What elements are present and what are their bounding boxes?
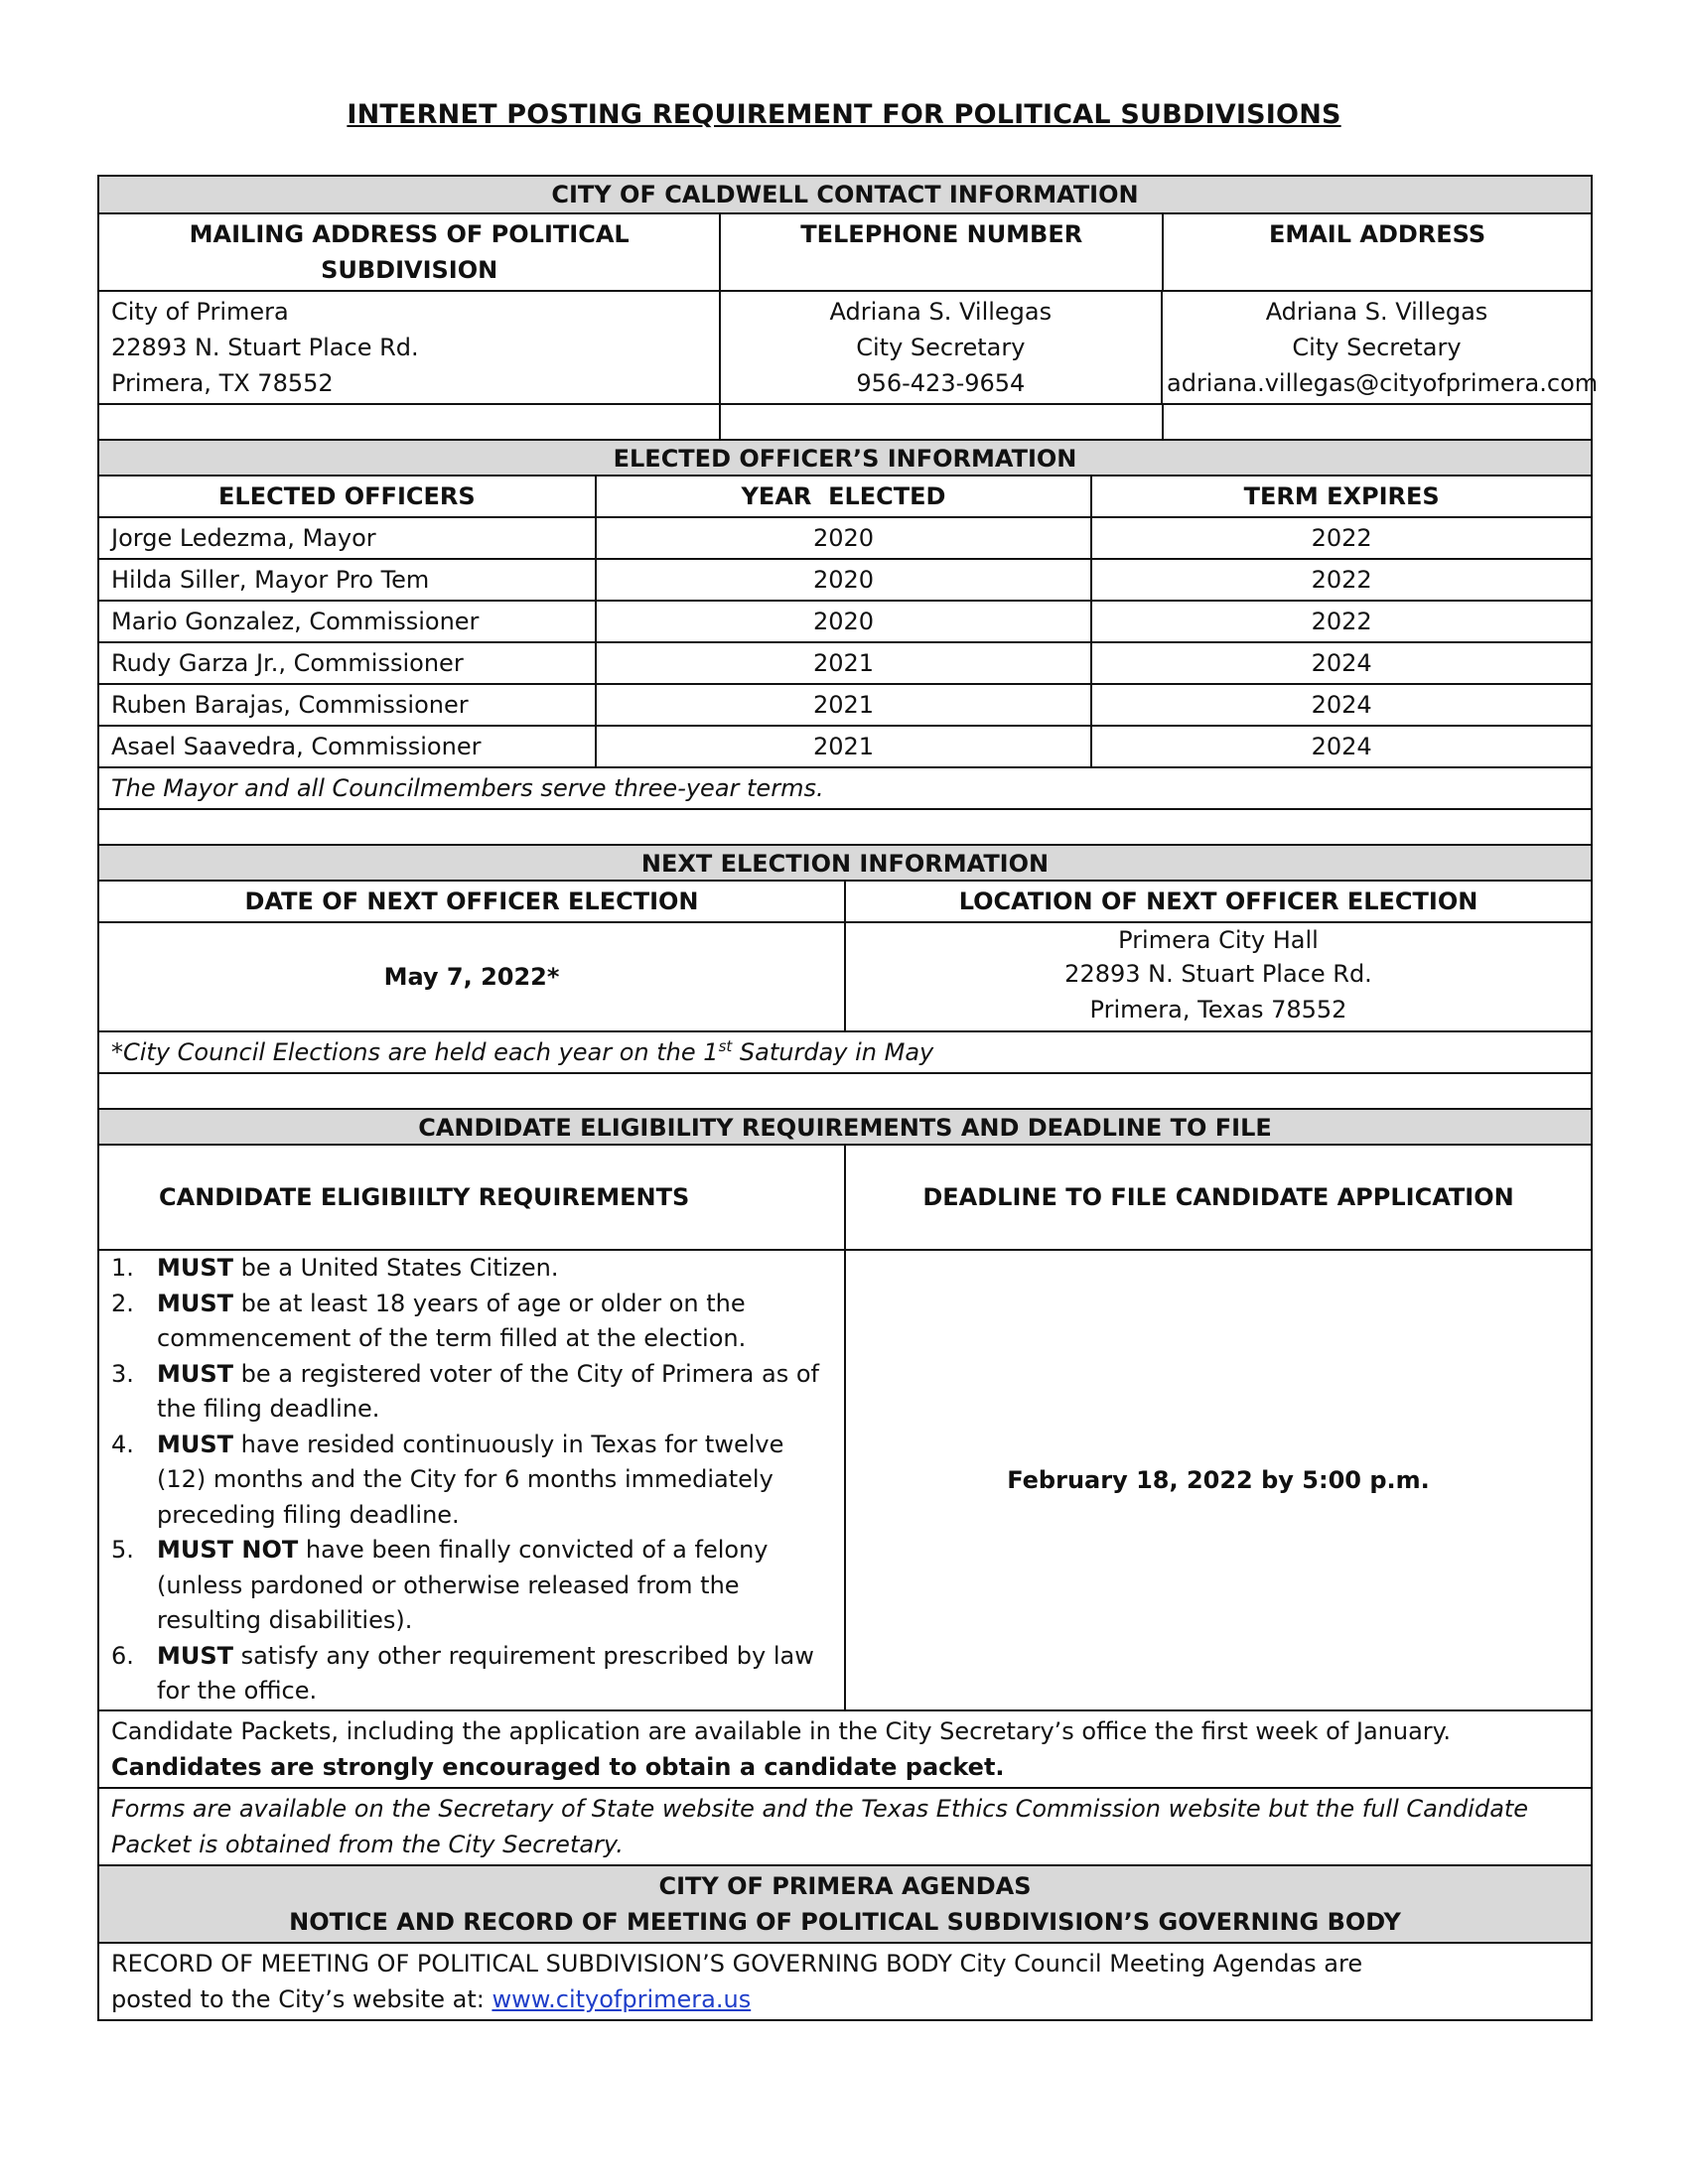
telephone-line: Adriana S. Villegas [829,298,1053,326]
req-bold: MUST [157,1289,234,1317]
req-rest: satisfy any other requirement prescribed by law for the office. [157,1641,814,1705]
election-date: May 7, 2022* [383,963,560,991]
location-line: Primera City Hall [1118,926,1319,954]
req-bold: MUST [157,1359,234,1388]
election-date-header: DATE OF NEXT OFFICER ELECTION [244,887,699,915]
requirements-list [111,1251,832,1709]
election-note-row [99,1030,1591,1072]
officer-name: Hilda Siller, Mayor Pro Tem [111,566,430,594]
req-number: 5. [111,1536,134,1564]
req-bold: MUST [157,1641,234,1670]
officer-term: 2022 [1090,602,1591,641]
officer-name: Jorge Ledezma, Mayor [111,524,376,552]
election-note [99,1032,1591,1072]
election-values-row [99,921,1591,1030]
req-number: 2. [111,1289,134,1317]
election-blank-row [99,1072,1591,1108]
email-line: City Secretary [1292,334,1462,361]
officer-year: 2021 [595,643,1091,683]
list-item [111,1428,832,1534]
blank-cell [1162,405,1591,439]
officer-year: 2020 [595,518,1091,558]
req-rest: be a registered voter of the City of Primera as of the filing deadline. [157,1359,819,1423]
packet-note-row [99,1709,1591,1787]
election-band-row [99,844,1591,880]
election-header-row [99,880,1591,921]
eligibility-header-row [99,1144,1591,1249]
table-row [99,683,1591,725]
table-row [99,641,1591,683]
req-bold: MUST [157,1254,234,1282]
mailing-address [99,292,719,403]
officer-term: 2024 [1090,643,1591,683]
posting-table [97,175,1599,2021]
telephone-info [719,292,1161,403]
req-number: 3. [111,1359,134,1388]
requirements-header: CANDIDATE ELIGIBIILTY REQUIREMENTS [159,1183,690,1211]
list-item [111,1287,832,1357]
table-row [99,600,1591,641]
table-row [99,516,1591,558]
officer-name: Ruben Barajas, Commissioner [111,691,469,719]
table-row [99,558,1591,600]
list-item [111,1639,832,1709]
city-website-link[interactable]: www.cityofprimera.us [492,1984,752,2013]
deadline-header: DEADLINE TO FILE CANDIDATE APPLICATION [844,1146,1591,1249]
agendas-band-subtitle: NOTICE AND RECORD OF MEETING OF POLITICAL SUBDIVISION’S GOVERNING BODY [289,1907,1401,1936]
election-date-cell [99,923,844,1030]
election-location [844,923,1591,1030]
location-line: 22893 N. Stuart Place Rd. [1064,960,1372,988]
req-bold: MUST [157,1430,234,1458]
deadline-cell [844,1251,1591,1709]
telephone-number: 956-423-9654 [856,369,1026,397]
officer-year: 2020 [595,560,1091,600]
agendas-line: RECORD OF MEETING OF POLITICAL SUBDIVISION’S GOVERNING BODY City Council Meeting Agendas are [111,1949,1363,1978]
telephone-line: City Secretary [856,334,1026,361]
packet-note: Candidate Packets, including the application are available in the City Secretary’s office the first week of January. [111,1716,1452,1745]
officer-term: 2024 [1090,727,1591,766]
blank-cell [99,405,719,439]
officer-year: 2020 [595,602,1091,641]
officers-note-row [99,766,1591,808]
agendas-line [111,1981,1579,2017]
election-location-header: LOCATION OF NEXT OFFICER ELECTION [844,882,1591,921]
officer-name: Mario Gonzalez, Commissioner [111,608,480,635]
list-item [111,1533,832,1639]
eligibility-values-row [99,1249,1591,1709]
officers-name-header: ELECTED OFFICERS [218,482,476,510]
req-text [157,1251,558,1287]
officer-term: 2022 [1090,560,1591,600]
officers-year-header: YEAR ELECTED [595,477,1091,516]
contact-band: CITY OF CALDWELL CONTACT INFORMATION [99,177,1591,212]
eligibility-band-row [99,1108,1591,1144]
req-rest: be at least 18 years of age or older on the commencement of the term filled at the election. [157,1289,747,1352]
list-item [111,1357,832,1428]
list-item [111,1251,832,1287]
officer-name: Rudy Garza Jr., Commissioner [111,649,464,677]
email-header: EMAIL ADDRESS [1162,214,1591,290]
blank-cell [99,810,1591,844]
contact-blank-row [99,403,1591,439]
agendas-text-row [99,1942,1591,2019]
agendas-link-prefix: posted to the City’s website at: [111,1984,492,2013]
election-note-sup: st [718,1037,733,1055]
agendas-band [99,1866,1591,1942]
contact-band-row [99,177,1591,212]
mailing-line: City of Primera [111,298,289,326]
req-number: 4. [111,1430,134,1458]
requirements-list-cell [99,1251,844,1709]
location-line: Primera, Texas 78552 [1089,996,1347,1024]
req-text [157,1533,832,1639]
req-text [157,1428,832,1534]
officers-blank-row [99,808,1591,844]
blank-cell [719,405,1162,439]
email-line: Adriana S. Villegas [1265,298,1488,326]
req-bold: MUST NOT [157,1536,299,1564]
officers-band: ELECTED OFFICER’S INFORMATION [99,441,1591,475]
mailing-line: Primera, TX 78552 [111,369,334,397]
mailing-line: 22893 N. Stuart Place Rd. [111,334,419,361]
election-note-text: *City Council Elections are held each year on the 1 [111,1038,719,1066]
forms-note-row [99,1787,1591,1864]
officer-year: 2021 [595,685,1091,725]
mailing-header: MAILING ADDRESS OF POLITICAL SUBDIVISION [189,220,630,284]
agendas-band-title: CITY OF PRIMERA AGENDAS [658,1871,1032,1900]
eligibility-band: CANDIDATE ELIGIBILITY REQUIREMENTS AND DEADLINE TO FILE [99,1110,1591,1144]
terms-note: The Mayor and all Councilmembers serve three-year terms. [111,774,824,802]
req-text [157,1357,832,1428]
req-rest: have resided continuously in Texas for twelve (12) months and the City for 6 months immediately preceding filing deadline. [157,1430,784,1529]
telephone-header: TELEPHONE NUMBER [719,214,1162,290]
contact-header-row [99,212,1591,290]
agendas-text [99,1944,1591,2019]
deadline-date: February 18, 2022 by 5:00 p.m. [1007,1465,1430,1494]
page-title: INTERNET POSTING REQUIREMENT FOR POLITICAL SUBDIVISIONS [347,99,1341,130]
officer-term: 2024 [1090,685,1591,725]
agendas-band-row [99,1864,1591,1942]
packet-note-cell [99,1711,1591,1787]
email-address: adriana.villegas@cityofprimera.com [1167,369,1599,397]
req-rest: be a United States Citizen. [233,1254,559,1282]
req-rest: have been finally convicted of a felony (unless pardoned or otherwise released from the resulting disabilities). [157,1536,769,1634]
req-number: 1. [111,1254,134,1282]
packet-encouragement: Candidates are strongly encouraged to obtain a candidate packet. [111,1752,1005,1781]
election-band: NEXT ELECTION INFORMATION [99,846,1591,880]
email-info [1161,292,1599,403]
contact-values-row [99,290,1599,403]
officers-header-row [99,475,1591,516]
table-row [99,725,1591,766]
officers-term-header: TERM EXPIRES [1090,477,1591,516]
officer-year: 2021 [595,727,1091,766]
forms-note: Forms are available on the Secretary of State website and the Texas Ethics Commission website but the full Candidate Packet is obtained from the City Secretary. [111,1794,1529,1858]
election-note-text: Saturday in May [732,1038,934,1066]
req-text [157,1639,832,1709]
officer-term: 2022 [1090,518,1591,558]
req-number: 6. [111,1641,134,1670]
req-text [157,1287,832,1357]
officer-name: Asael Saavedra, Commissioner [111,733,482,760]
blank-cell [99,1074,1591,1108]
officers-band-row [99,439,1591,475]
